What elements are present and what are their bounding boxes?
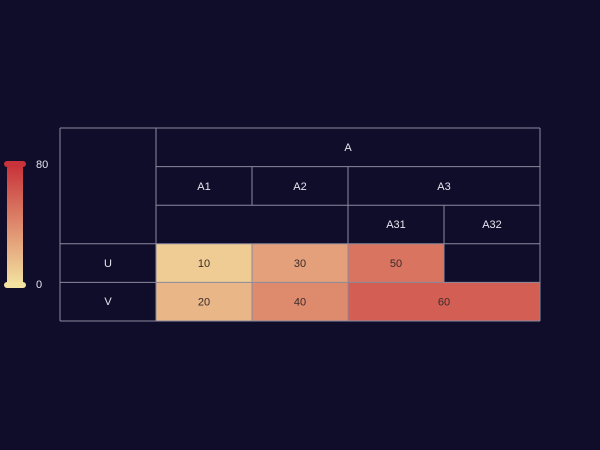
legend-handle-max[interactable] [4,161,26,167]
col-header-a3: A3 [437,181,451,193]
legend-min-label: 0 [36,279,43,291]
row-header-v: V [104,296,112,308]
color-scale-legend [4,159,48,291]
legend-max-label: 80 [36,159,49,171]
row-headers [104,258,112,308]
cell-value-label: 60 [437,296,451,309]
cell-value-label: 40 [293,296,307,309]
col-header-a1: A1 [197,181,211,193]
cell-value-label: 30 [293,258,307,271]
legend-handle-min[interactable] [4,282,26,288]
col-header-a31: A31 [386,219,406,231]
col-header-a32: A32 [482,219,502,231]
cell-value-label: 10 [197,258,211,271]
row-header-u: U [104,258,112,270]
col-header-a: A [344,142,352,154]
col-header-a2: A2 [293,181,307,193]
cell-value-label: 50 [389,258,403,271]
column-headers [197,142,502,231]
cell-value-label: 20 [197,296,211,309]
legend-gradient-bar [7,165,23,285]
